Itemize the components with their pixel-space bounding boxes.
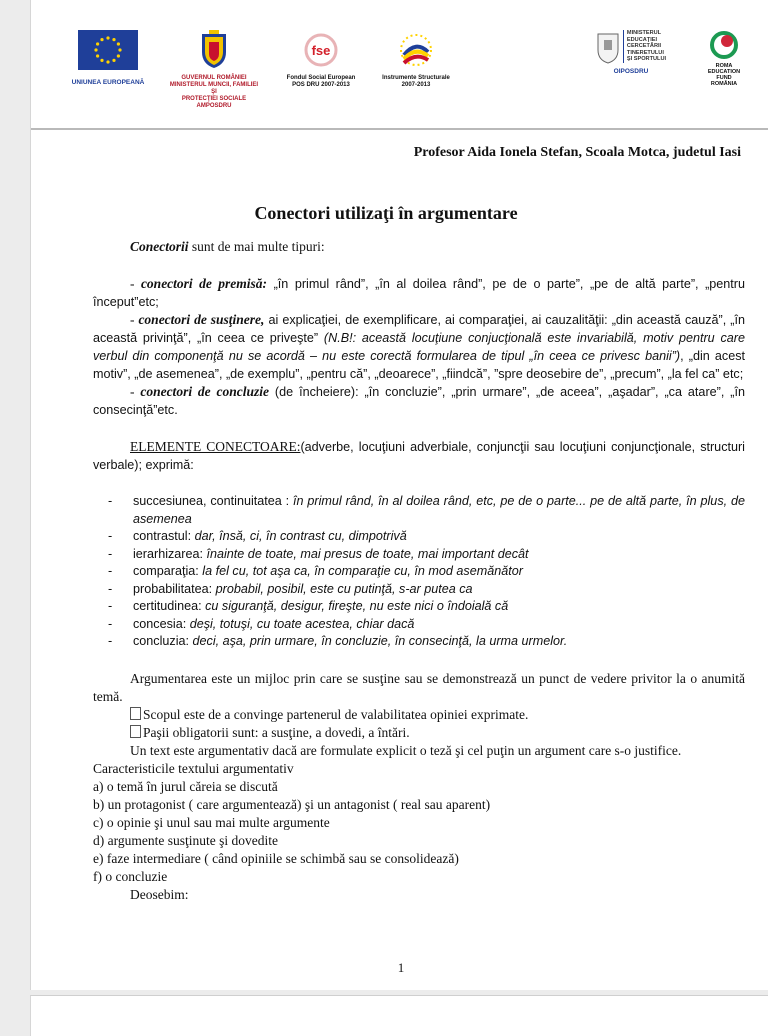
characteristic-item: a) o temă în jurul căreia se discută <box>93 778 278 794</box>
premise-connectors-paragraph: - conectori de premisă: „în primul rând”, „în al doilea rând”, pe de o parte”, „pe de altă parte”, „pentru început”etc; <box>93 276 745 309</box>
roma-logo: ROMA EDUCATION FUND ROMÂNIA <box>699 30 749 87</box>
eu-star-icon <box>96 42 99 45</box>
eu-star-icon <box>112 59 115 62</box>
eu-flag-icon <box>78 30 138 70</box>
coat-of-arms-icon <box>199 30 229 70</box>
connector-function-list <box>93 493 745 651</box>
eu-star-icon <box>106 60 109 63</box>
list-item: - probabilitatea: probabil, posibil, este cu putinţă, s-ar putea ca <box>93 581 745 599</box>
eu-star-icon <box>106 36 109 39</box>
document-body <box>93 238 745 904</box>
eu-star-icon <box>96 54 99 57</box>
list-item: - certitudinea: cu siguranţă, desigur, fireşte, nu este nici o îndoială că <box>93 598 745 616</box>
steps-line: Paşii obligatorii sunt: a susţine, a dovedi, a întări. <box>93 724 745 742</box>
eu-star-icon <box>94 48 97 51</box>
argumentative-text-definition: Un text este argumentativ dacă are formulate explicit o teză şi cel puţin un argument care s-o justifice. <box>130 742 682 758</box>
intro-paragraph: Conectorii sunt de mai multe tipuri: <box>130 239 325 254</box>
connecting-elements-paragraph: ELEMENTE CONECTOARE:(adverbe, locuţiuni adverbiale, conjuncţii sau locuţiuni conjuncţionale, structuri verbale); exprimă: <box>93 439 745 472</box>
document-page <box>30 0 768 990</box>
author-line: Profesor Aida Ionela Stefan, Scoala Motca, judetul Iasi <box>413 145 741 160</box>
characteristic-item: d) argumente susţinute şi dovedite <box>93 832 278 848</box>
svg-text:fse: fse <box>311 43 331 58</box>
characteristics-heading: Caracteristicile textului argumentativ <box>93 760 294 776</box>
structural-instruments-icon <box>394 30 438 70</box>
roma-fund-icon <box>707 30 741 60</box>
logo-header <box>31 0 768 130</box>
list-item: - succesiunea, continuitatea : în primul rând, în al doilea rând, etc, pe de o parte... pe de altă parte, în plus, de asemenea <box>93 493 745 528</box>
placeholder-box-icon <box>130 725 141 738</box>
list-item: - comparaţia: la fel cu, tot aşa ca, în comparaţie cu, în mod asemănător <box>93 563 745 581</box>
list-item: - ierarhizarea: înainte de toate, mai presus de toate, mai important decât <box>93 546 745 564</box>
romania-coat-of-arms-logo: GUVERNUL ROMÂNIEI MINISTERUL MUNCII, FAMILIEI ŞI PROTECŢIEI SOCIALE AMPOSDRU <box>169 30 259 110</box>
purpose-line: Scopul este de a convinge partenerul de valabilitatea opiniei exprimate. <box>93 706 745 724</box>
argumentation-definition: Argumentarea este un mijloc prin care se susţine sau se demonstrează un punct de vedere privitor la o anumită temă. <box>93 670 745 704</box>
eu-star-icon <box>100 59 103 62</box>
list-item: - contrastul: dar, însă, ci, în contrast cu, dimpotrivă <box>93 528 745 546</box>
fse-logo: fse Fondul Social European POS DRU 2007-2013 <box>281 30 361 89</box>
eu-flag-logo: UNIUNEA EUROPEANĂ <box>63 30 153 86</box>
list-item: - concluzia: deci, aşa, prin urmare, în concluzie, în consecinţă, la urma urmelor. <box>93 633 745 651</box>
placeholder-box-icon <box>130 707 141 720</box>
fse-icon <box>301 30 341 70</box>
support-connectors-paragraph: - conectori de susţinere, ai explicaţiei, de exemplificare, ai comparaţiei, ai cauzalităţii: „din această cauză”, „în această privinţă”, „în ceea ce priveşte” (N.B!: această locuţiune conjucţională este invariabilă, motiv pentru care verbul din componenţă nu se acordă – nu este corectă formularea de tipul „în ceea ce privesc banii”), „din acest motiv”, „de asemenea”, „de exemplu”, „pentru că”, „deoarece”, „fiindcă”, ”spre deosebire de”, „precum”, „la fel ca” etc; <box>93 312 745 381</box>
ministry-crest-icon <box>596 30 620 64</box>
next-page-edge <box>30 995 768 1036</box>
eu-star-icon <box>117 42 120 45</box>
eu-star-icon <box>100 38 103 41</box>
characteristic-item: c) o opinie şi unul sau mai multe argumente <box>93 814 330 830</box>
characteristic-item: e) faze intermediare ( când opiniile se schimbă sau se consolidează) <box>93 850 459 866</box>
characteristic-item: b) un protagonist ( care argumentează) şi un antagonist ( real sau aparent) <box>93 796 491 812</box>
conclusion-connectors-paragraph: - conectori de concluzie (de încheiere): „în concluzie”, „prin urmare”, „de aceea”, „aşadar”, „ca atare”, „în consecinţă”etc. <box>93 384 745 417</box>
characteristic-item: f) o concluzie <box>93 868 168 884</box>
deosebim-line: Deosebim: <box>130 886 189 902</box>
eu-star-icon <box>117 54 120 57</box>
page-title: Conectori utilizaţi în argumentare <box>254 203 518 223</box>
list-item: - concesia: deşi, totuşi, cu toate acestea, chiar dacă <box>93 616 745 634</box>
ministry-education-logo: MINISTERUL EDUCAŢIEI CERCETĂRII TINERETULUI ŞI SPORTULUI OIPOSDRU <box>586 30 676 75</box>
page-number: 1 <box>397 960 405 975</box>
instrumente-structurale-logo: Instrumente Structurale 2007-2013 <box>376 30 456 89</box>
eu-star-icon <box>118 48 121 51</box>
eu-star-icon <box>112 38 115 41</box>
